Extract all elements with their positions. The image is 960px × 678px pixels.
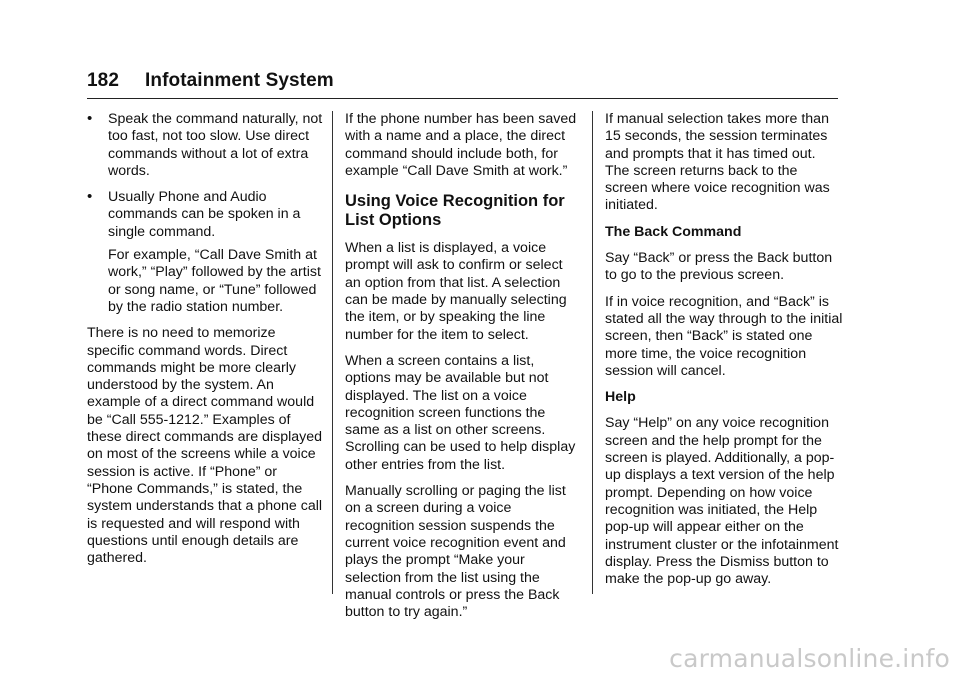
- bullet-text: Speak the command naturally, not too fast, not too slow. Use direct commands without a lot of extra words.: [108, 111, 323, 179]
- column-2: [345, 111, 581, 630]
- body-paragraph: Manually scrolling or paging the list on a screen during a voice recognition session suspends the current voice recognition event and plays the prompt “Make your selection from the list using the manual controls or press the Back button to try again.”: [345, 483, 566, 621]
- back-command-heading: The Back Command: [605, 223, 742, 240]
- body-paragraph: If manual selection takes more than 15 seconds, the session terminates and prompts that it has timed out. The screen returns back to the screen where voice recognition was initiated.: [605, 111, 830, 214]
- bullet-example: For example, “Call Dave Smith at work,” “Play” followed by the artist or song name, or “Tune” followed by the radio station number.: [108, 247, 321, 315]
- body-paragraph: Say “Back” or press the Back button to go to the previous screen.: [605, 250, 833, 284]
- header-rule: [87, 98, 838, 99]
- column-divider: [332, 111, 333, 594]
- bullet-marker: •: [87, 188, 93, 206]
- body-paragraph: When a screen contains a list, options may be available but not displayed. The list on a voice recognition screen functions the same as a list on other screens. Scrolling can be used to help display other entries from the list.: [345, 352, 576, 473]
- section-subheading: Using Voice Recognition for List Options: [345, 192, 565, 230]
- body-paragraph: Say “Help” on any voice recognition screen and the help prompt for the screen is played. Additionally, a pop-up displays a text version of the help prompt. Depending on how voice recognition was initiated, the Help pop-up will appear either on the instrument cluster or the infotainment display. Press the Dismiss button to make the pop-up go away.: [605, 415, 839, 588]
- bullet-item: [87, 189, 325, 241]
- page-header: [87, 70, 334, 92]
- bullet-marker: •: [87, 110, 93, 127]
- body-paragraph: There is no need to memorize specific command words. Direct commands might be more clearly understood by the system. An example of a direct command would be “Call 555-1212.” Examples of these direct commands are displayed on most of the screens while a voice session is active. If “Phone” or “Phone Commands,” is stated, the system understands that a phone call is requested and will respond with questions until enough details are gathered.: [87, 325, 323, 567]
- column-divider: [592, 111, 593, 594]
- body-paragraph: If the phone number has been saved with a name and a place, the direct command should include both, for example “Call Dave Smith at work.”: [345, 111, 577, 179]
- bullet-item: [87, 111, 325, 180]
- page-number: 182: [87, 70, 120, 91]
- column-3: [605, 111, 843, 597]
- help-heading: Help: [605, 389, 636, 406]
- section-title: Infotainment System: [145, 70, 334, 91]
- body-paragraph: If in voice recognition, and “Back” is stated all the way through to the initial screen, then “Back” is stated one more time, the voice recognition session will cancel.: [605, 293, 843, 379]
- bullet-text: Usually Phone and Audio commands can be spoken in a single command.: [108, 189, 301, 240]
- body-paragraph: When a list is displayed, a voice prompt will ask to confirm or select an option from that list. A selection can be made by manually selecting the item, or by speaking the line number for the item to select.: [345, 240, 567, 343]
- column-1: [87, 111, 325, 576]
- watermark: carmanualsonline.info: [669, 644, 950, 673]
